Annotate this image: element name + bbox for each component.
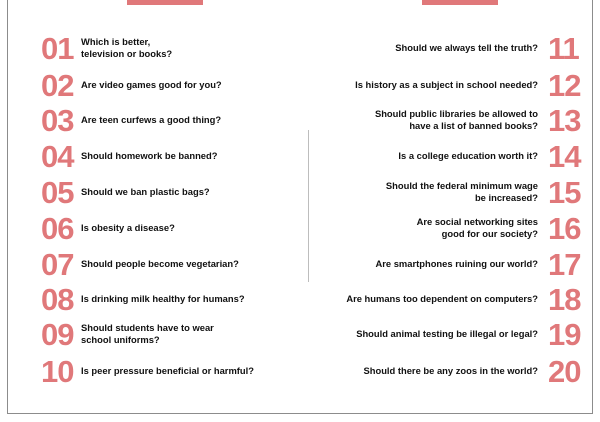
list-item [318, 103, 582, 137]
list-item [41, 282, 301, 316]
item-number: 11 [548, 30, 579, 66]
item-number: 01 [41, 30, 74, 66]
list-item [318, 175, 582, 209]
item-number: 19 [548, 316, 581, 352]
item-number: 17 [548, 246, 581, 282]
item-question: Should the federal minimum wage be increased? [385, 179, 538, 203]
item-question: Should animal testing be illegal or legal? [356, 327, 538, 339]
item-number: 04 [41, 138, 74, 174]
item-question: Which is better, television or books? [81, 35, 173, 59]
list-item [41, 139, 301, 173]
list-item [318, 247, 582, 281]
item-question: Are humans too dependent on computers? [346, 292, 538, 304]
item-number: 08 [41, 281, 74, 317]
item-question: Is obesity a disease? [81, 221, 175, 233]
item-question: Should there be any zoos in the world? [363, 364, 538, 376]
list-item [41, 317, 301, 351]
center-divider [308, 130, 309, 282]
list-item [318, 354, 582, 388]
item-number: 10 [41, 353, 74, 389]
item-number: 12 [548, 67, 581, 103]
list-item [318, 139, 582, 173]
item-question: Is peer pressure beneficial or harmful? [81, 364, 254, 376]
item-question: Are teen curfews a good thing? [81, 113, 222, 125]
item-question: Is a college education worth it? [398, 149, 538, 161]
item-question: Should homework be banned? [81, 149, 218, 161]
item-number: 15 [548, 174, 581, 210]
list-item [318, 68, 582, 102]
item-question: Should public libraries be allowed to have a list of banned books? [374, 107, 538, 131]
item-question: Should we always tell the truth? [395, 41, 538, 53]
item-number: 18 [548, 281, 581, 317]
item-question: Is drinking milk healthy for humans? [81, 292, 245, 304]
top-accent-bar-left [127, 0, 203, 5]
list-item [41, 247, 301, 281]
list-item [318, 31, 582, 65]
list-item [41, 103, 301, 137]
list-item [41, 354, 301, 388]
item-question: Should we ban plastic bags? [81, 185, 210, 197]
item-question: Should people become vegetarian? [81, 257, 239, 269]
item-question: Is history as a subject in school needed? [355, 78, 538, 90]
item-number: 07 [41, 246, 74, 282]
item-question: Are social networking sites good for our society? [416, 215, 538, 239]
list-item [318, 211, 582, 245]
list-item [41, 175, 301, 209]
item-question: Should students have to wear school uniforms? [81, 321, 214, 345]
item-number: 05 [41, 174, 74, 210]
item-number: 02 [41, 67, 74, 103]
top-accent-bar-right [422, 0, 498, 5]
document-page [7, 0, 593, 414]
item-number: 14 [548, 138, 581, 174]
list-item [41, 31, 301, 65]
item-number: 09 [41, 316, 74, 352]
item-number: 20 [548, 353, 581, 389]
list-item [41, 68, 301, 102]
item-number: 06 [41, 210, 74, 246]
item-number: 16 [548, 210, 581, 246]
item-question: Are smartphones ruining our world? [375, 257, 538, 269]
list-item [318, 282, 582, 316]
item-number: 03 [41, 102, 74, 138]
list-item [41, 211, 301, 245]
item-question: Are video games good for you? [81, 78, 222, 90]
item-number: 13 [548, 102, 581, 138]
list-item [318, 317, 582, 351]
